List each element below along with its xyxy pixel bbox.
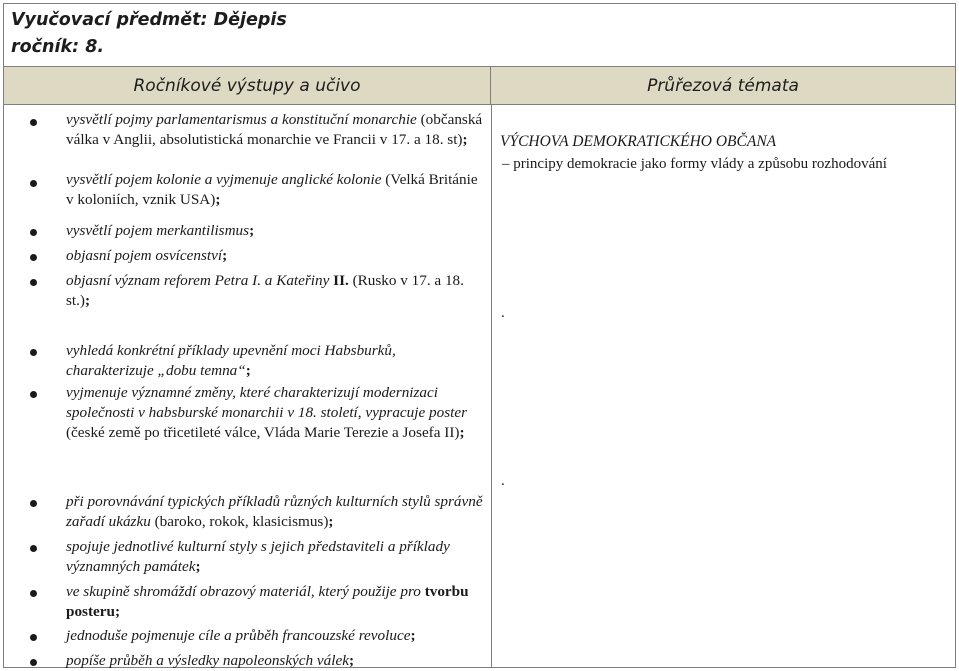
outcome-text: vyjmenuje významné změny, které charakterizují modernizaci společnosti v habsburské monarchii v 18. století, vypracuje poster (české země po třicetileté válce, Vláda Marie Terezie a Josefa II); — [66, 384, 467, 441]
bullet-icon — [30, 279, 37, 286]
outcome-text: vysvětlí pojmy parlamentarismus a konstituční monarchie (občanská válka v Anglii, absolutistická monarchie ve Francii v 17. a 18. st); — [66, 111, 483, 148]
outcome-text: popíše průběh a výsledky napoleonských válek; — [66, 652, 355, 669]
bullet-icon — [30, 229, 37, 236]
outcome-text: vysvětlí pojem kolonie a vyjmenuje anglické kolonie (Velká Británie v koloniích, vznik USA); — [66, 171, 478, 208]
curriculum-table — [3, 3, 956, 668]
column-header-cross-themes: Průřezová témata — [491, 67, 955, 105]
bullet-icon — [30, 500, 37, 507]
bullet-icon — [30, 634, 37, 641]
cross-theme-dot: . — [501, 305, 505, 321]
outcome-text: při porovnávání typických příkladů různých kulturních stylů správně zařadí ukázku (baroko, rokok, klasicismus); — [66, 493, 483, 530]
bullet-icon — [30, 545, 37, 552]
outcome-text: vyhledá konkrétní příklady upevnění moci Habsburků, charakterizuje „dobu temna“; — [66, 342, 396, 379]
document-header — [4, 4, 955, 67]
cross-theme-title: VÝCHOVA DEMOKRATICKÉHO OBČANA — [500, 133, 777, 150]
bullet-icon — [30, 659, 37, 666]
outcome-text: vysvětlí pojem merkantilismus; — [66, 222, 255, 239]
column-header-outcomes: Ročníkové výstupy a učivo — [4, 67, 491, 105]
bullet-icon — [30, 119, 37, 126]
outcome-text: objasní pojem osvícenství; — [66, 247, 228, 264]
bullet-icon — [30, 391, 37, 398]
column-divider — [491, 105, 492, 667]
bullet-icon — [30, 590, 37, 597]
bullet-icon — [30, 254, 37, 261]
outcome-text: jednoduše pojmenuje cíle a průběh francouzské revoluce; — [66, 627, 416, 644]
subject-line: Vyučovací předmět: Dějepis — [11, 10, 287, 30]
outcome-text: objasní význam reforem Petra I. a Kateřiny II. (Rusko v 17. a 18. st.); — [66, 272, 464, 309]
bullet-icon — [30, 180, 37, 187]
cross-theme-item: – principy demokracie jako formy vlády a způsobu rozhodování — [502, 156, 887, 172]
outcome-text: spojuje jednotlivé kulturní styly s jejich představiteli a příklady významných památek; — [66, 538, 450, 575]
bullet-icon — [30, 349, 37, 356]
outcome-text: ve skupině shromáždí obrazový materiál, který použije pro tvorbu posteru; — [66, 583, 469, 620]
grade-line: ročník: 8. — [11, 37, 105, 57]
cross-theme-dot: . — [501, 473, 505, 489]
